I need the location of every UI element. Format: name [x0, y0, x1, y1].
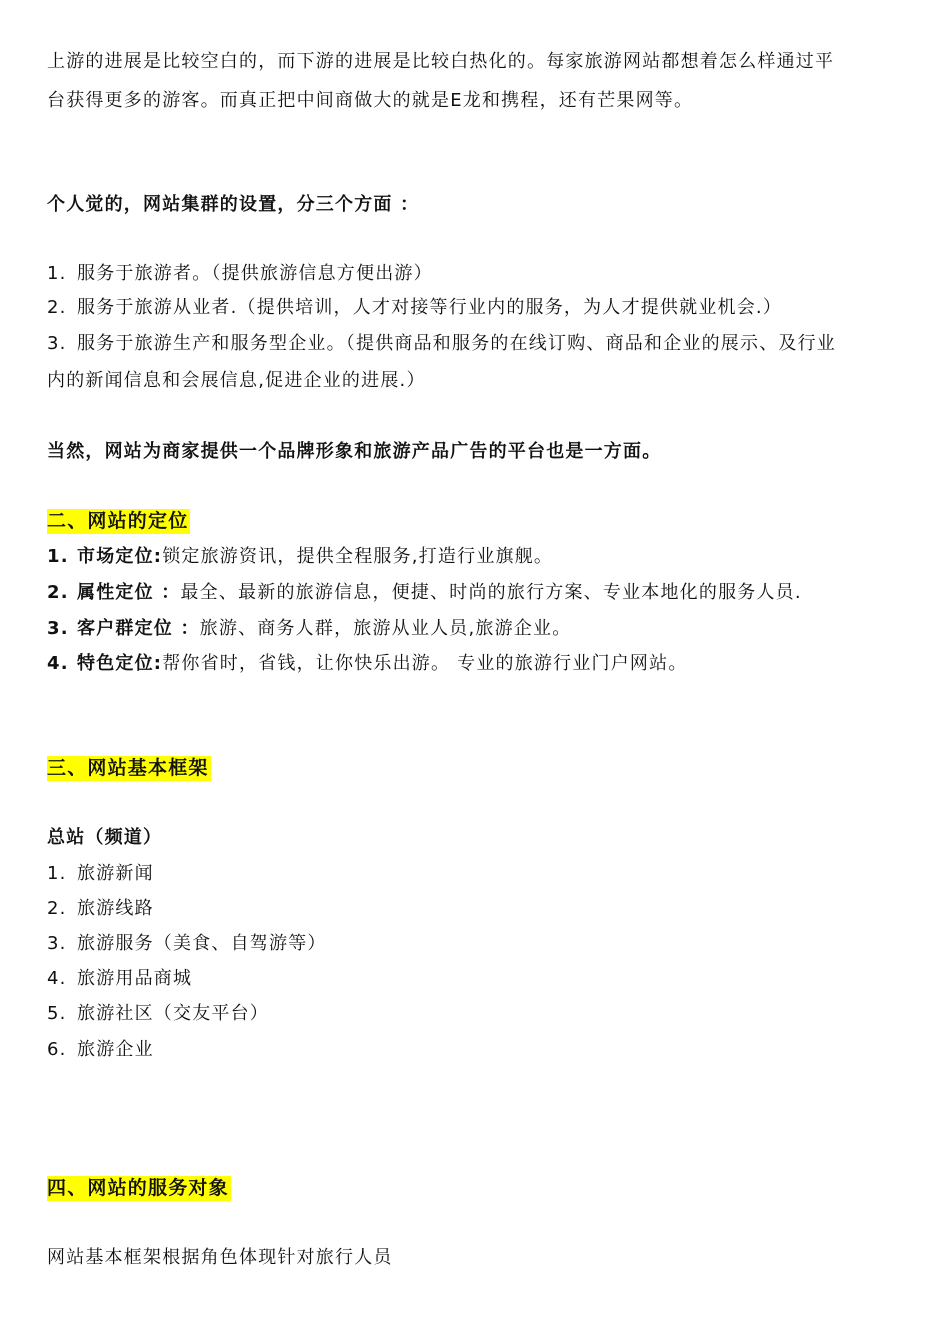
item-label: 市场定位:: [77, 546, 163, 567]
section-4-title: [47, 1177, 231, 1200]
list-number: 6.: [47, 1039, 67, 1060]
framework-item-4: [47, 968, 192, 990]
cluster-item-2: [47, 297, 782, 319]
list-text: 旅游新闻: [77, 863, 154, 884]
item-text: 最全、最新的旅游信息，便捷、时尚的旅行方案、专业本地化的服务人员.: [180, 582, 802, 603]
list-number: 4.: [47, 968, 67, 989]
section-title-highlight: 四、网站的服务对象: [47, 1177, 229, 1199]
item-label: 属性定位 ：: [77, 582, 181, 603]
service-target-text: 网站基本框架根据角色体现针对旅行人员: [47, 1247, 393, 1268]
list-number: 2.: [47, 297, 67, 318]
list-number: 3.: [47, 618, 69, 639]
item-text: 帮你省时，省钱，让你快乐出游。 专业的旅游行业门户网站。: [162, 653, 688, 674]
cluster-note: 当然，网站为商家提供一个品牌形象和旅游产品广告的平台也是一方面。: [47, 441, 662, 462]
section-title-highlight: 二、网站的定位: [47, 510, 189, 532]
list-number: 2.: [47, 898, 67, 919]
framework-item-5: [47, 1003, 269, 1025]
cluster-item-3-continued: 内的新闻信息和会展信息,促进企业的进展.）: [47, 370, 426, 391]
list-number: 5.: [47, 1003, 67, 1024]
list-text: 旅游企业: [77, 1039, 154, 1060]
list-text: 服务于旅游从业者.（提供培训，人才对接等行业内的服务，为人才提供就业机会.）: [77, 297, 783, 318]
cluster-item-3: [47, 333, 836, 355]
list-number: 3.: [47, 933, 67, 954]
list-text: 旅游线路: [77, 898, 154, 919]
framework-subheading: 总站（频道）: [47, 827, 163, 848]
list-text: 旅游服务（美食、自驾游等）: [77, 933, 327, 954]
list-number: 1.: [47, 263, 67, 284]
intro-line-1: 上游的进展是比较空白的，而下游的进展是比较白热化的。每家旅游网站都想着怎么样通过平: [47, 51, 835, 72]
item-label: 特色定位:: [77, 653, 163, 674]
cluster-item-1: [47, 263, 433, 285]
intro-line-2: 台获得更多的游客。而真正把中间商做大的就是E龙和携程，还有芒果网等。: [47, 90, 694, 111]
list-text: 服务于旅游生产和服务型企业。（提供商品和服务的在线订购、商品和企业的展示、及行业: [77, 333, 836, 354]
positioning-item-3: [47, 618, 571, 640]
list-text: 旅游用品商城: [77, 968, 193, 989]
list-number: 2.: [47, 582, 69, 603]
list-number: 1.: [47, 546, 69, 567]
item-label: 客户群定位 ：: [77, 618, 200, 639]
framework-item-6: [47, 1039, 154, 1061]
list-text: 旅游社区（交友平台）: [77, 1003, 269, 1024]
item-text: 旅游、商务人群，旅游从业人员,旅游企业。: [199, 618, 572, 639]
list-number: 3.: [47, 333, 67, 354]
section-title-highlight: 三、网站基本框架: [47, 757, 209, 779]
framework-item-3: [47, 933, 327, 955]
positioning-item-4: [47, 653, 688, 675]
section-2-title: [47, 510, 190, 533]
positioning-item-1: [47, 546, 553, 568]
positioning-item-2: [47, 582, 802, 604]
item-text: 锁定旅游资讯，提供全程服务,打造行业旗舰。: [162, 546, 554, 567]
list-number: 4.: [47, 653, 69, 674]
framework-item-2: [47, 898, 154, 920]
list-text: 服务于旅游者。（提供旅游信息方便出游）: [77, 263, 433, 284]
cluster-heading: 个人觉的，网站集群的设置，分三个方面 ：: [47, 194, 420, 215]
framework-item-1: [47, 863, 154, 885]
section-3-title: [47, 757, 211, 780]
list-number: 1.: [47, 863, 67, 884]
